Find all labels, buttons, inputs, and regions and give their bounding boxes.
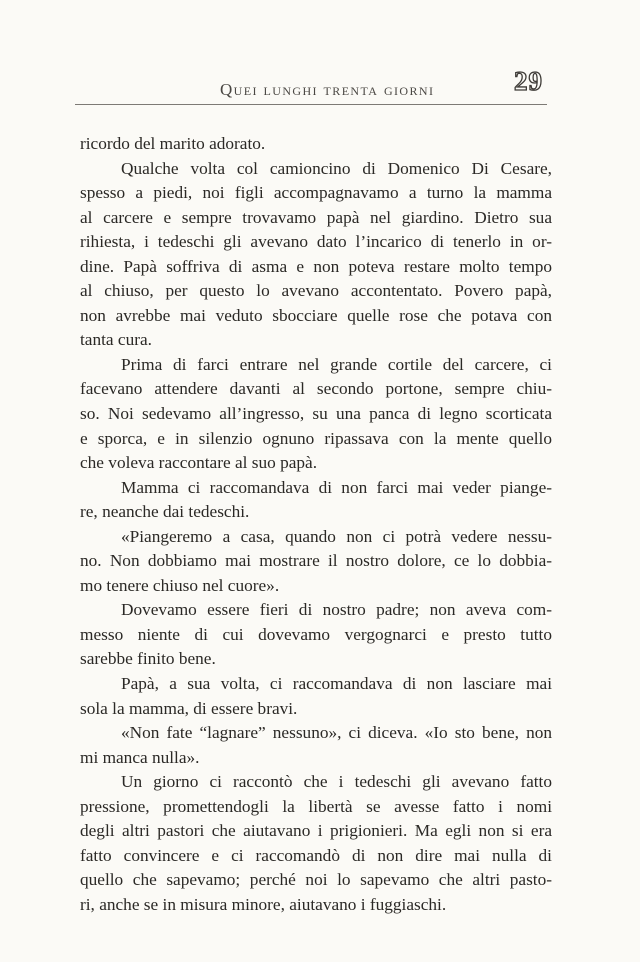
text-line: rihiesta, i tedeschi gli avevano dato l’incarico di tenerlo in or- bbox=[80, 232, 552, 252]
text-line: ricordo del marito adorato. bbox=[80, 134, 266, 153]
running-head bbox=[75, 66, 555, 106]
text-line: sola la mamma, di essere bravi. bbox=[80, 698, 298, 718]
text-line: Un giorno ci raccontò che i tedeschi gli avevano fatto bbox=[121, 772, 552, 792]
text-line: che voleva raccontare al suo papà. bbox=[80, 453, 318, 473]
text-line: Prima di farci entrare nel grande cortile del carcere, ci bbox=[121, 354, 552, 374]
text-line: quello che sapevamo; perché noi lo sapevamo che altri pasto- bbox=[80, 870, 552, 890]
text-line: «Piangeremo a casa, quando non ci potrà vedere nessu- bbox=[121, 526, 552, 546]
text-line: spesso a piedi, noi figli accompagnavamo a turno la mamma bbox=[80, 183, 552, 203]
text-line: non avrebbe mai veduto sbocciare quelle rose che potava con bbox=[80, 305, 552, 325]
text-line: fatto convincere e ci raccomandò di non dire mai nulla di bbox=[80, 845, 552, 865]
text-line: pressione, promettendogli la libertà se avesse fatto i nomi bbox=[80, 796, 552, 816]
text-line: degli altri pastori che aiutavano i prigionieri. Ma egli non si era bbox=[80, 821, 552, 841]
text-line: mo tenere chiuso nel cuore». bbox=[80, 575, 280, 595]
page-number: 29 bbox=[514, 66, 543, 96]
text-line: mi manca nulla». bbox=[80, 747, 200, 767]
text-line: al chiuso, per questo lo avevano accontentato. Povero papà, bbox=[80, 281, 552, 301]
text-line: facevano attendere davanti al secondo portone, sempre chiu- bbox=[80, 379, 552, 399]
header-rule bbox=[75, 104, 547, 105]
text-line: dine. Papà soffriva di asma e non poteva restare molto tempo bbox=[80, 256, 552, 276]
text-line: e sporca, e in silenzio ognuno ripassava con la mente quello bbox=[80, 428, 552, 448]
text-line: no. Non dobbiamo mai mostrare il nostro dolore, ce lo dobbia- bbox=[80, 551, 552, 571]
text-line: Qualche volta col camioncino di Domenico Di Cesare, bbox=[121, 158, 552, 178]
text-line: Mamma ci raccomandava di non farci mai veder piange- bbox=[121, 477, 552, 497]
body-text bbox=[80, 132, 552, 918]
text-line: Dovevamo essere fieri di nostro padre; non aveva com- bbox=[121, 600, 552, 620]
text-line: «Non fate “lagnare” nessuno», ci diceva. «Io sto bene, non bbox=[121, 723, 552, 743]
text-line: al carcere e sempre trovavamo papà nel giardino. Dietro sua bbox=[80, 207, 552, 227]
text-line: messo niente di cui dovevamo vergognarci e presto tutto bbox=[80, 624, 552, 644]
text-line: re, neanche dai tedeschi. bbox=[80, 502, 250, 522]
text-line: so. Noi sedevamo all’ingresso, su una panca di legno scorticata bbox=[80, 404, 552, 424]
text-line: tanta cura. bbox=[80, 330, 152, 350]
text-line: ri, anche se in misura minore, aiutavano i fuggiaschi. bbox=[80, 894, 447, 914]
text-line: sarebbe finito bene. bbox=[80, 649, 216, 669]
text-line: Papà, a sua volta, ci raccomandava di non lasciare mai bbox=[121, 674, 552, 694]
running-title: Quei lunghi trenta giorni bbox=[220, 80, 435, 99]
